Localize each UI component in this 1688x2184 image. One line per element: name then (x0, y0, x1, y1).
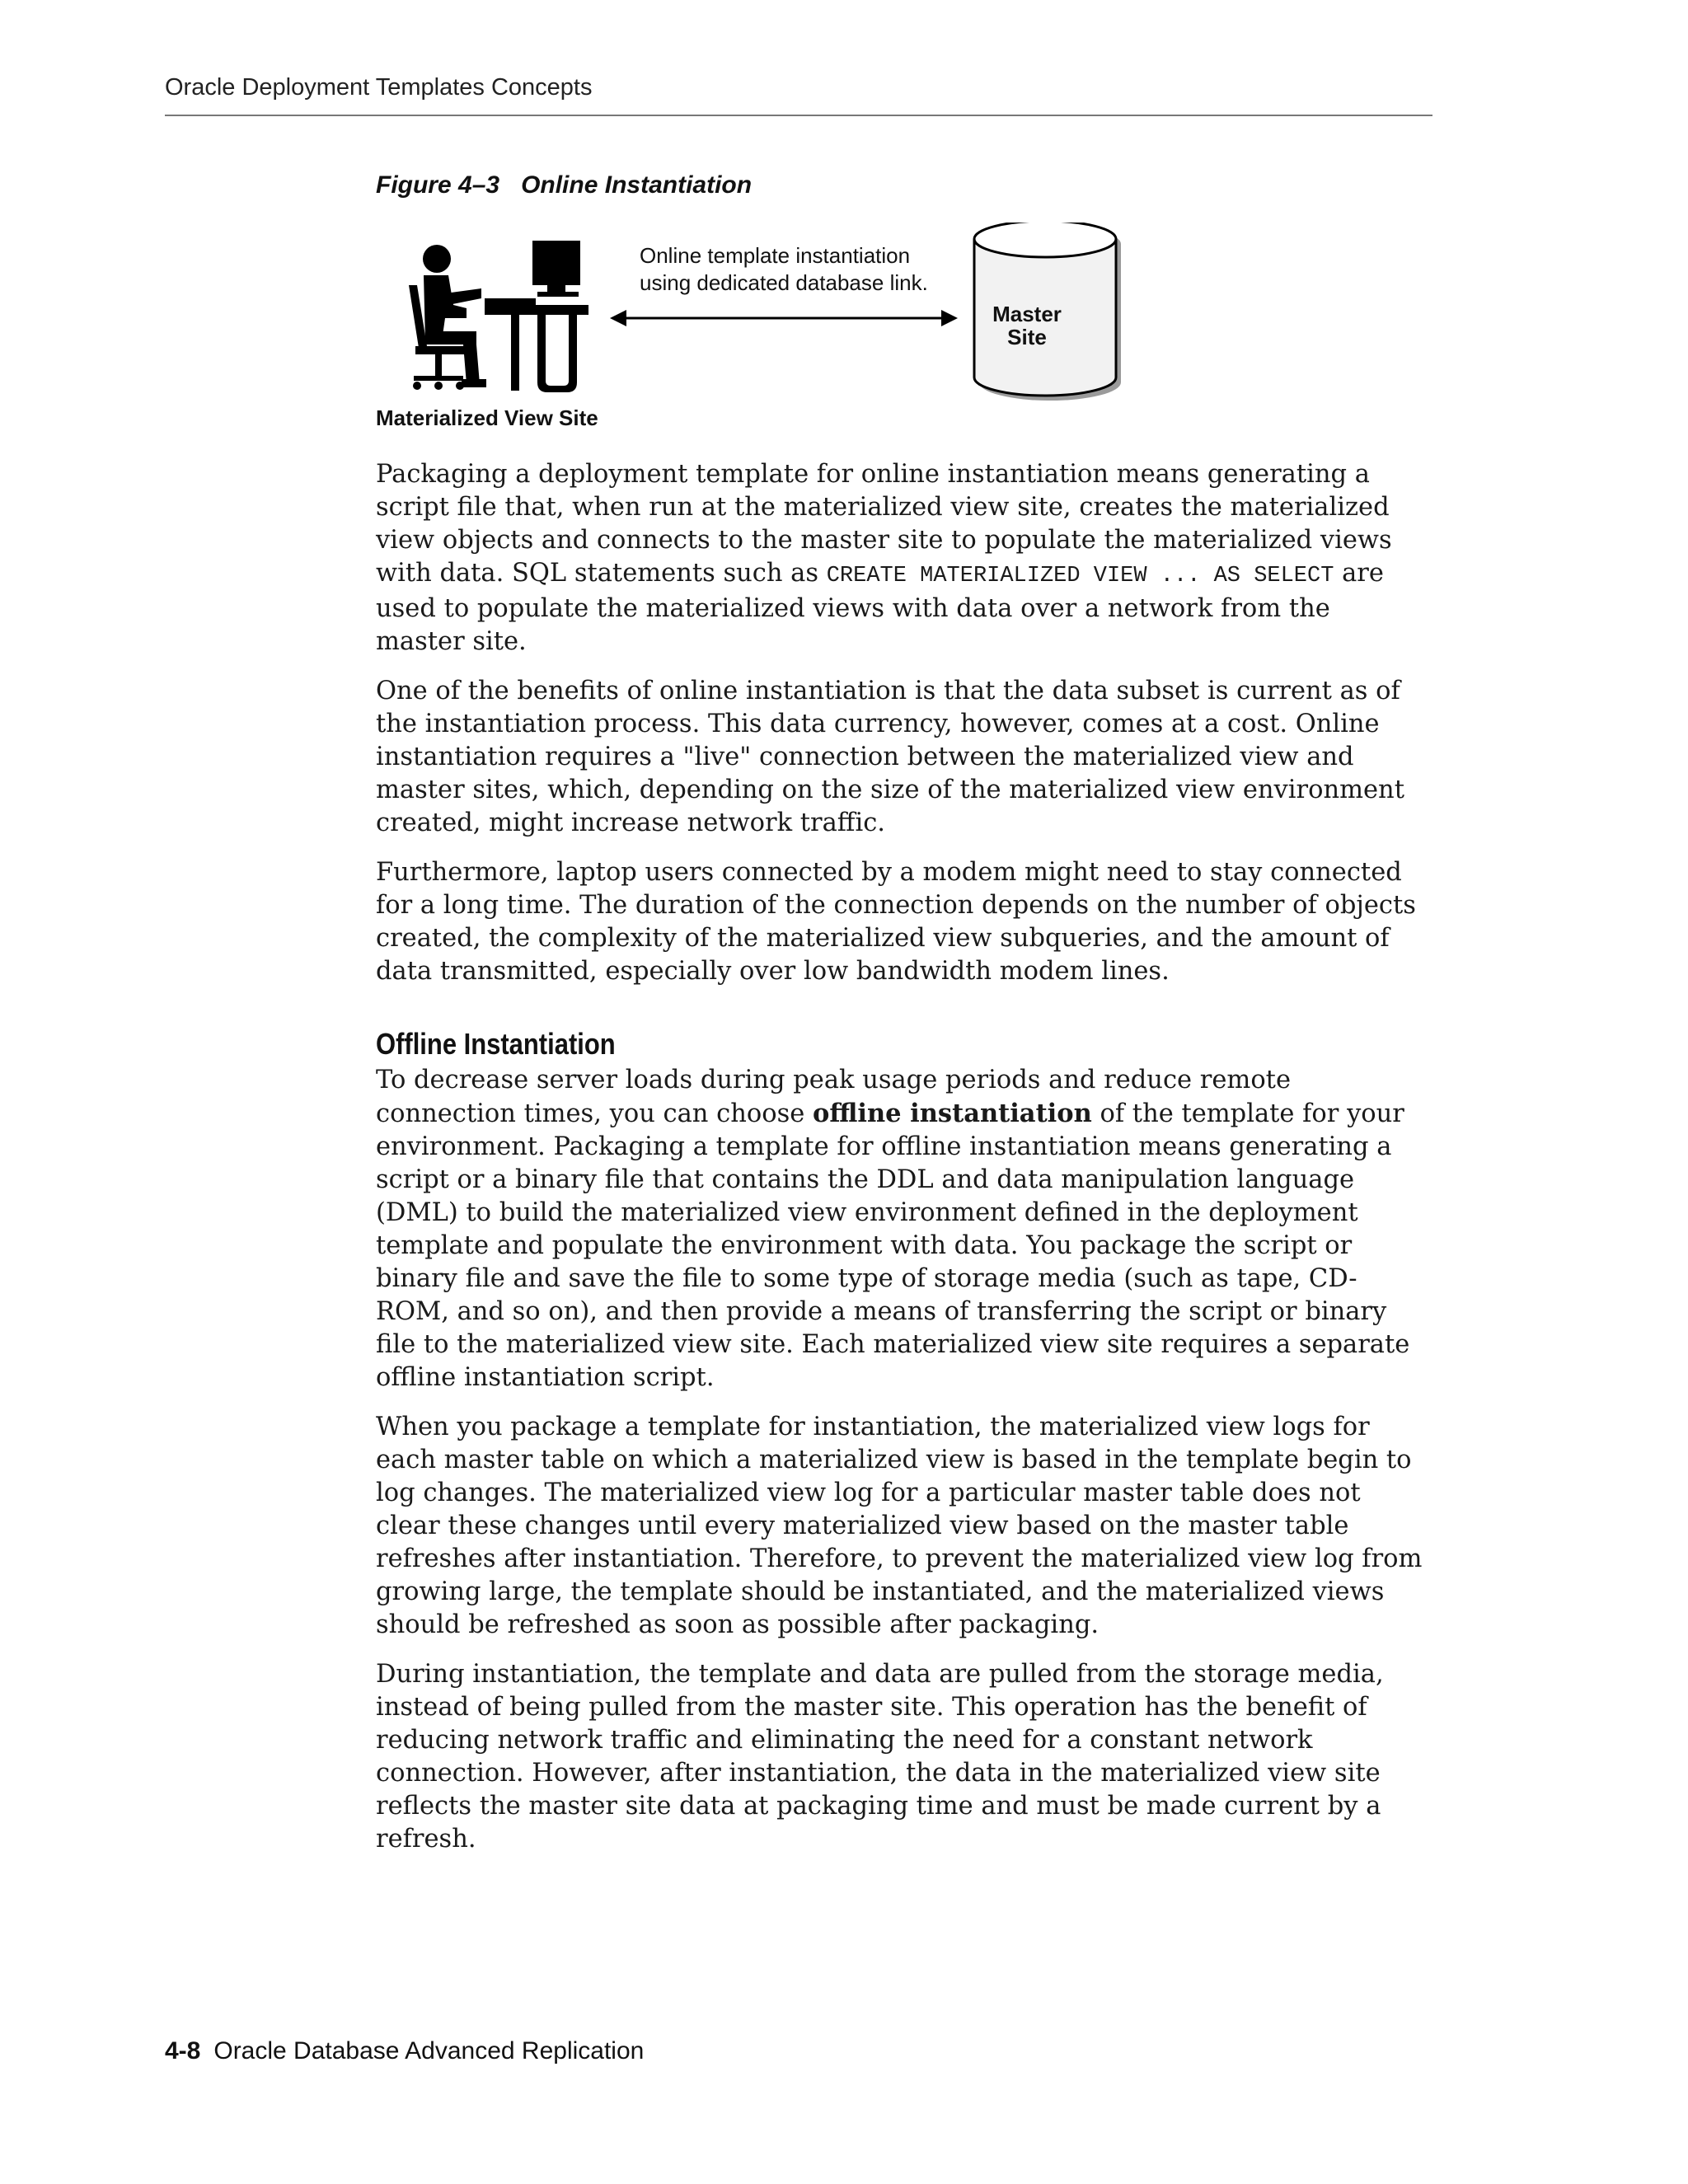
paragraph-4-text-b: of the template for your environment. Packaging a template for offline instantiation means generating a script or a binary file that contains the DDL and data manipulation language (DML) to build the materialized view environment defined in the deployment template and populate the environment with data. You package the script or binary file and save the file to some type of storage media (such as tape, CD-ROM, and so on), and then provide a means of transferring the script or binary file to the materialized view site. Each materialized view site requires a separate offline instantiation script. (376, 1099, 1410, 1392)
paragraph-during-instantiation: During instantiation, the template and data are pulled from the storage media, instead of being pulled from the master site. This operation has the benefit of reducing network traffic and eliminating the need for a constant network connection. However, after instantiation, the data in the materialized view site reflects the master site data at packaging time and must be made current by a refresh. (376, 1660, 1384, 1854)
double-arrow-icon (610, 310, 958, 326)
page-number: 4-8 (165, 2037, 201, 2064)
paragraph-online-benefits: One of the benefits of online instantiation is that the data subset is current as of the instantiation process. This data currency, however, comes at a cost. Online instantiation requires a "live" connection between the materialized view and master sites, which, depending on the size of the materialized view environment created, might increase network traffic. (376, 677, 1404, 837)
master-site-label-line2: Site (1007, 325, 1047, 349)
paragraph-online-packaging (376, 458, 1423, 658)
paragraph-4-text-a: To decrease server loads during peak usage periods and reduce remote connection times, you can choose (376, 1066, 1291, 1128)
page-footer (165, 2037, 644, 2065)
person-at-computer-icon (409, 241, 588, 392)
master-site-label (973, 302, 1081, 349)
paragraph-1-text-a: Packaging a deployment template for online instantiation means generating a script file that, when run at the materialized view site, creates the materialized view objects and connects to the master site to populate the materialized views with data. SQL statements such as (376, 460, 1392, 588)
figure-number: Figure 4–3 (376, 171, 500, 199)
header-rule (165, 115, 1432, 116)
paragraph-offline-packaging (376, 1064, 1423, 1394)
main-content (376, 458, 1423, 1872)
paragraph-materialized-view-logs: When you package a template for instantiation, the materialized view logs for each master table on which a materialized view is based in the template begin to log changes. The materialized view log for a particular master table does not clear these changes until every materialized view based on the master table refreshes after instantiation. Therefore, to prevent the materialized view log from growing large, the template should be instantiated, and the materialized views should be refreshed as soon as possible after packaging. (376, 1413, 1423, 1639)
database-link-label (640, 242, 986, 297)
book-title: Oracle Database Advanced Replication (213, 2037, 645, 2064)
master-site-label-line1: Master (992, 302, 1062, 326)
paragraph-1-text-b: are used to populate the materialized views with data over a network from the master site. (376, 559, 1384, 656)
database-link-label-line1: Online template instantiation (640, 243, 911, 268)
section-heading-offline-instantiation: Offline Instantiation (376, 1027, 616, 1061)
sql-statement-code: CREATE MATERIALIZED VIEW ... AS SELECT (826, 564, 1334, 588)
paragraph-laptop-users: Furthermore, laptop users connected by a modem might need to stay connected for a long time. The duration of the connection depends on the number of objects created, the complexity of the materialized view subqueries, and the amount of data transmitted, especially over low bandwidth modem lines. (376, 858, 1416, 986)
offline-instantiation-term: offline instantiation (812, 1099, 1092, 1128)
figure-title: Online Instantiation (521, 171, 753, 199)
materialized-view-site-label: Materialized View Site (376, 405, 598, 430)
database-link-label-line2: using dedicated database link. (640, 270, 928, 295)
running-header: Oracle Deployment Templates Concepts (165, 74, 593, 101)
figure-caption (376, 171, 752, 199)
